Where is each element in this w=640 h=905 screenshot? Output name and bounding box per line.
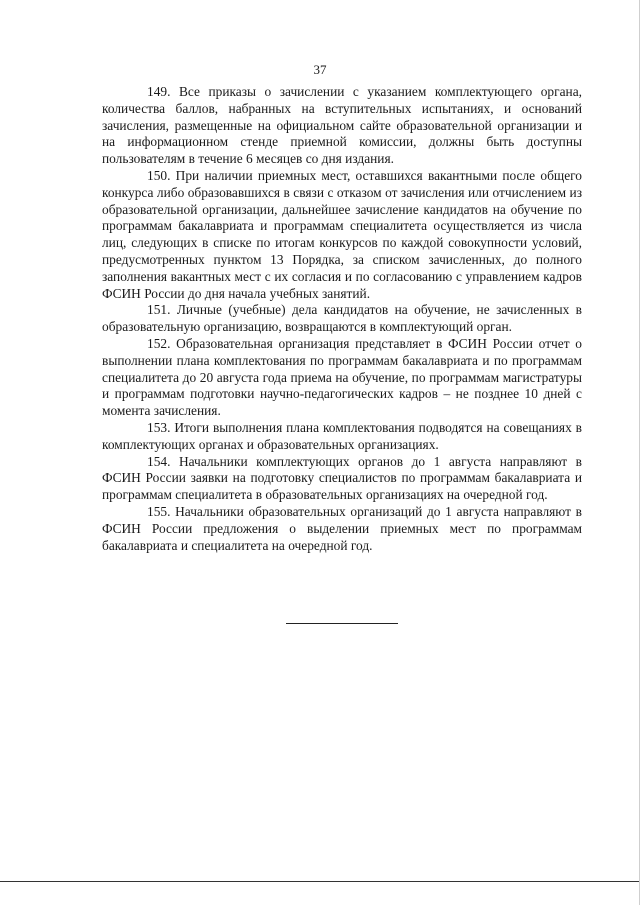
paragraph-150: 150. При наличии приемных мест, оставшихся вакантными после общего конкурса либо образовавшихся в связи с отказом от зачисления или отчислением из образовательной организации, дальнейшее зачисление кандидатов на обучение по программам бакалавриата и программам специалитета осуществляется из числа лиц, следующих в списке по итогам конкурсов по каждой совокупности условий, предусмотренных пунктом 13 Порядка, за списком зачисленных, до полного заполнения вакантных мест с их согласия и по согласованию с управлением кадров ФСИН России до дня начала учебных занятий. <box>102 167 582 301</box>
paragraph-155: 155. Начальники образовательных организаций до 1 августа направляют в ФСИН России предложения о выделении приемных мест по программам бакалавриата и специалитета на очередной год. <box>102 503 582 553</box>
paragraph-154: 154. Начальники комплектующих органов до 1 августа направляют в ФСИН России заявки на подготовку специалистов по программам бакалавриата и программам специалитета в образовательных организациях на очередной год. <box>102 453 582 503</box>
closing-divider <box>286 623 398 624</box>
scan-bottom-edge <box>0 881 640 882</box>
paragraph-153: 153. Итоги выполнения плана комплектования подводятся на совещаниях в комплектующих органах и образовательных организациях. <box>102 419 582 452</box>
paragraph-151: 151. Личные (учебные) дела кандидатов на обучение, не зачисленных в образовательную организацию, возвращаются в комплектующий орган. <box>102 302 582 335</box>
paragraph-149: 149. Все приказы о зачислении с указанием комплектующего органа, количества баллов, набранных на вступительных испытаниях, и оснований зачисления, размещенные на официальном сайте образовательной организации и на информационном стенде приемной комиссии, должны быть доступны пользователям в течение 6 месяцев со дня издания. <box>102 84 582 167</box>
page-number: 37 <box>313 62 327 77</box>
paragraph-152: 152. Образовательная организация представляет в ФСИН России отчет о выполнении плана комплектования по программам бакалавриата и по программам специалитета до 20 августа года приема на обучение, по программам магистратуры и программам подготовки научно-педагогических кадров – не позднее 10 дней с момента зачисления. <box>102 335 582 419</box>
document-body <box>102 84 582 554</box>
